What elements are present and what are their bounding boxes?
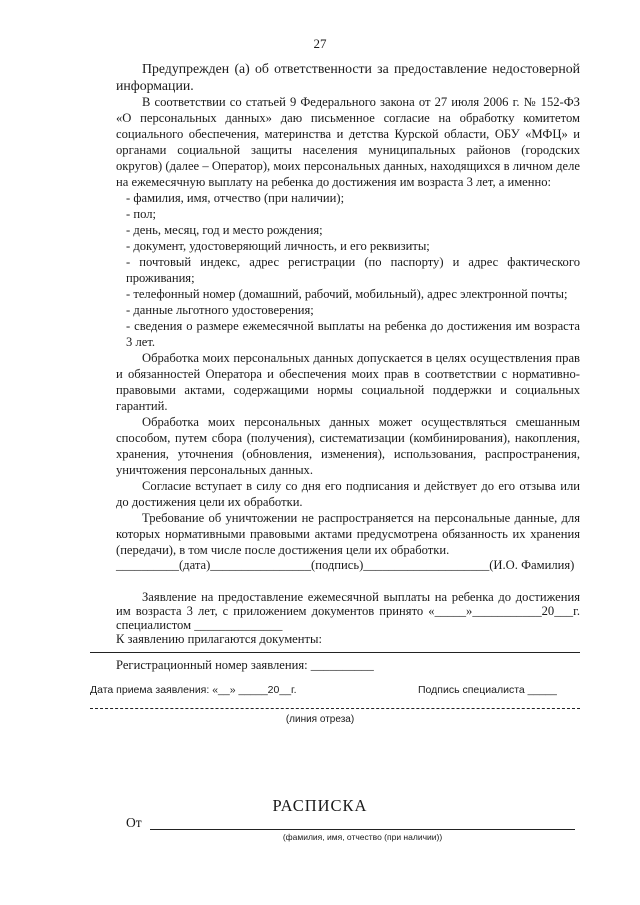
date-received: Дата приема заявления: «__» _____20__г. (90, 684, 297, 696)
data-item: - день, месяц, год и место рождения; (126, 223, 323, 237)
registration-number: Регистрационный номер заявления: __________ (116, 658, 374, 672)
data-item: - документ, удостоверяющий личность, и его реквизиты; (126, 239, 430, 253)
receipt-from-caption: (фамилия, имя, отчество (при наличии)) (282, 832, 443, 842)
validity-paragraph: Согласие вступает в силу со дня его подписания и действует до его отзыва или до достижения цели их обработки. (116, 479, 580, 509)
specialist-signature: Подпись специалиста _____ (418, 684, 557, 696)
data-item: - пол; (126, 207, 156, 221)
data-item: - почтовый индекс, адрес регистрации (по паспорту) и адрес фактического проживания; (126, 255, 580, 285)
liability-warning: Предупрежден (а) об ответственности за предоставление недостоверной информации. (116, 61, 580, 93)
data-item: - данные льготного удостоверения; (126, 303, 314, 317)
cut-line (90, 708, 580, 709)
acceptance-block (116, 590, 580, 646)
consent-intro: В соответствии со статьей 9 Федерального закона от 27 июля 2006 г. № 152-ФЗ «О персональных данных» даю письменное согласие на обработку комитетом социального обеспечения, материнства и детства Курской области, ОБУ «МФЦ» и органами социальной защиты населения муниципальных районов (городских округов) (далее – Оператор), моих персональных данных, находящихся в личном деле на ежемесячную выплату на ребенка до достижения им возраста 3 лет, а именно: (116, 95, 580, 189)
attachments-label: К заявлению прилагаются документы: (116, 632, 322, 646)
data-item: - сведения о размере ежемесячной выплаты на ребенка до достижения им возраста 3 лет. (126, 319, 580, 349)
receipt-from-label: От (126, 815, 142, 830)
page-number: 27 (313, 36, 327, 51)
attachments-line (90, 652, 580, 653)
cut-line-label: (линия отреза) (285, 714, 355, 725)
consent-body (116, 60, 580, 558)
signature-line: __________(дата)________________(подпись)____________________(И.О. Фамилия) (116, 558, 575, 572)
method-paragraph: Обработка моих персональных данных может осуществляться смешанным способом, путем сбора (получения), систематизации (комбинирования), накопления, хранения, уточнения (обновления, изменения), использования, распространения, уничтожения персональных данных. (116, 415, 580, 477)
purpose-paragraph: Обработка моих персональных данных допускается в целях осуществления прав и обязанностей Оператора и обеспечения моих прав в соответствии с нормативно-правовыми актами, содержащими нормы социальной поддержки и социальных гарантий. (116, 351, 580, 413)
destruction-paragraph: Требование об уничтожении не распространяется на персональные данные, для которых нормативными правовыми актами предусмотрена обязанность их хранения (передачи), в том числе после достижения цели их обработки. (116, 511, 580, 557)
receipt-from-line (150, 829, 575, 830)
acceptance-text: Заявление на предоставление ежемесячной выплаты на ребенка до достижения им возраста 3 лет, с приложением документов принято «_____»___________20___г. специалистом ______________ (116, 590, 580, 632)
data-item: - фамилия, имя, отчество (при наличии); (126, 191, 345, 205)
receipt-title: РАСПИСКА (272, 796, 368, 815)
data-item: - телефонный номер (домашний, рабочий, мобильный), адрес электронной почты; (126, 287, 568, 301)
